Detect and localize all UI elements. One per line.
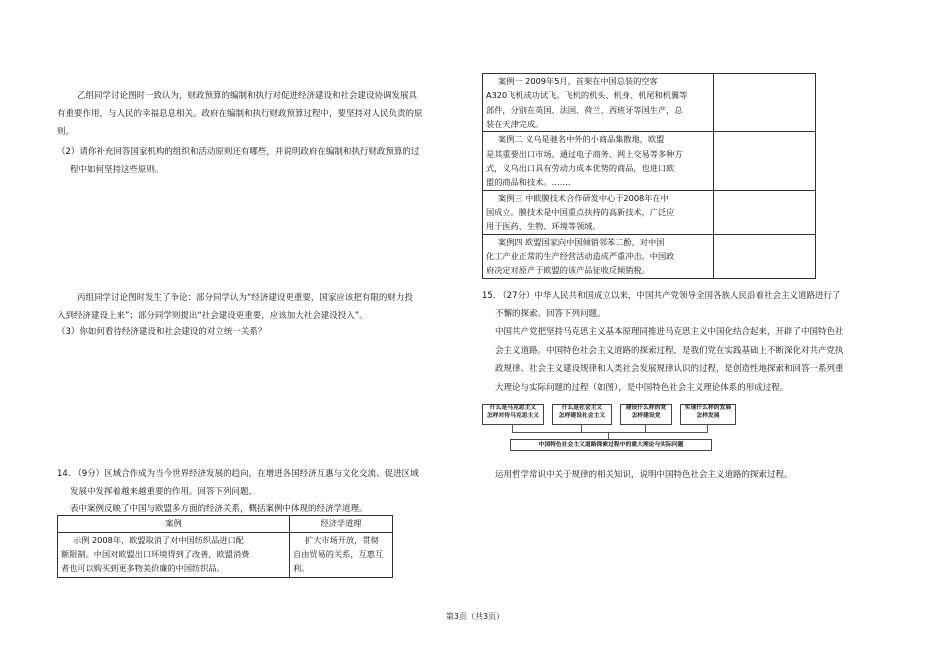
table-row bbox=[483, 234, 816, 278]
case-4-cell: 案例四 欧盟国家向中国倾销邻苯二酚，对中国 化工产业正常的生产经营活动造成严重冲击。中国政 府决定对原产于欧盟的该产品征收反倾销税。 bbox=[483, 234, 714, 278]
group-b-paragraph-line2: 有重要作用，与人民的幸福息息相关。政府在编制和执行财政预算过程中，要坚持对人民负责的原 bbox=[57, 109, 423, 119]
case-4-answer-cell bbox=[714, 234, 816, 278]
diagram-connector bbox=[645, 424, 646, 432]
table-header-case: 案例 bbox=[58, 516, 290, 533]
question-15-line1: 15. （27分）中华人民共和国成立以来，中国共产党领导全国各族人民沿着社会主义道路进行了 bbox=[482, 291, 841, 301]
diagram-connector bbox=[608, 432, 609, 439]
question-15-task: 运用哲学常识中关于规律的相关知识，说明中国特色社会主义道路的探索过程。 bbox=[495, 470, 793, 480]
question-15-line3: 中国共产党把坚持马克思主义基本原理同推进马克思主义中国化结合起来，开辟了中国特色社 bbox=[495, 327, 844, 337]
table-row bbox=[483, 190, 816, 234]
diagram-connector bbox=[707, 424, 708, 432]
case-table bbox=[57, 515, 393, 578]
table-header-theory: 经济学道理 bbox=[290, 516, 393, 533]
question-14-line3: 表中案例反映了中国与欧盟多方面的经济关系，概括案例中体现的经济学道理。 bbox=[70, 504, 368, 514]
question-2-line2: 程中如何坚持这些原则。 bbox=[70, 165, 164, 175]
diagram-box-development: 实现什么样的发展 怎样发展 bbox=[680, 404, 736, 425]
question-2-line1: （2）请你补充回答国家机构的组织和活动原则还有哪些，并说明政府在编制和执行财政预算的过 bbox=[57, 147, 420, 157]
theory-diagram bbox=[480, 404, 735, 454]
question-3: （3）你如何看待经济建设和社会建设的对立统一关系？ bbox=[57, 327, 267, 337]
question-14-line1: 14. （9分）区域合作成为当今世界经济发展的趋向，在增进各国经济互惠与文化交流、促进区域 bbox=[57, 469, 419, 479]
case-2-answer-cell bbox=[714, 132, 816, 190]
question-14-line2: 发展中发挥着越来越重要的作用。回答下列问题。 bbox=[70, 487, 258, 497]
group-b-paragraph-line1: 乙组同学讨论图时一致认为，财政预算的编制和执行对促进经济建设和社会建设协调发展具 bbox=[77, 91, 418, 101]
table-row bbox=[58, 532, 393, 577]
page-footer: 第3页（共3页） bbox=[445, 612, 505, 621]
case-3-answer-cell bbox=[714, 190, 816, 234]
cases-table bbox=[482, 73, 816, 279]
example-case-cell: 示例 2008年，欧盟取消了对中国纺织品进口配 额限制。中国对欧盟出口环境得到了改善，欧盟消费 者也可以购买到更多物美价廉的中国纺织品。 bbox=[58, 532, 290, 577]
question-15-line2: 不懈的探索。回答下列问题。 bbox=[495, 309, 606, 319]
diagram-connector bbox=[512, 424, 513, 432]
case-2-cell: 案例二 义乌是驰名中外的小商品集散地，欧盟 是其重要出口市场。通过电子商务、网上交易等多种方 式，义乌出口具有劳动力成本优势的商品，也进口欧 盟的商品和技术。……. bbox=[483, 132, 714, 190]
case-1-answer-cell bbox=[714, 74, 816, 132]
group-b-paragraph-line3: 则。 bbox=[57, 127, 75, 137]
diagram-box-party: 建设什么样的党 怎样建设党 bbox=[620, 404, 672, 425]
diagram-box-socialism: 什么是社会主义 怎样建设社会主义 bbox=[552, 404, 612, 425]
group-c-paragraph-line2: 入到经济建设上来”；部分同学则提出“社会建设更重要，应该加大社会建设投入”。 bbox=[57, 311, 368, 321]
case-1-cell: 案例一 2009年5月，首架在中国总装的空客 A320飞机成功试飞。飞机的机头、机身、机尾和机翼等 部件，分别在英国、法国、荷兰、西班牙等国生产，总 装在天津完成。 bbox=[483, 74, 714, 132]
case-3-cell: 案例三 中欧膜技术合作研发中心于2008年在中 国成立。膜技术是中国重点扶持的高新技术，广泛应 用于医药、生物、环境等领域。 bbox=[483, 190, 714, 234]
question-15-line5: 政规律、社会主义建设规律和人类社会发展规律认识的过程，是创造性地探索和回答一系列重 bbox=[495, 364, 844, 374]
diagram-connector bbox=[512, 432, 708, 433]
group-c-paragraph-line1: 丙组同学讨论图时发生了争论：部分同学认为“经济建设更重要，国家应该把有限的财力投 bbox=[77, 293, 413, 303]
diagram-bottom-box: 中国特色社会主义道路探索过程中的重大理论与实际问题 bbox=[510, 439, 712, 451]
diagram-connector bbox=[581, 424, 582, 432]
diagram-box-marxism: 什么是马克思主义 怎样对待马克思主义 bbox=[482, 404, 544, 425]
question-15-line6: 大理论与实际问题的过程（如图），是中国特色社会主义理论体系的形成过程。 bbox=[495, 383, 789, 393]
table-row bbox=[483, 132, 816, 190]
table-row bbox=[483, 74, 816, 132]
example-theory-cell: 扩大市场开放，贯彻 自由贸易的关系，互惠互 利。 bbox=[290, 532, 393, 577]
question-15-line4: 会主义道路。中国特色社会主义道路的探索过程，是我们党在实践基础上不断深化对共产党执 bbox=[495, 346, 844, 356]
